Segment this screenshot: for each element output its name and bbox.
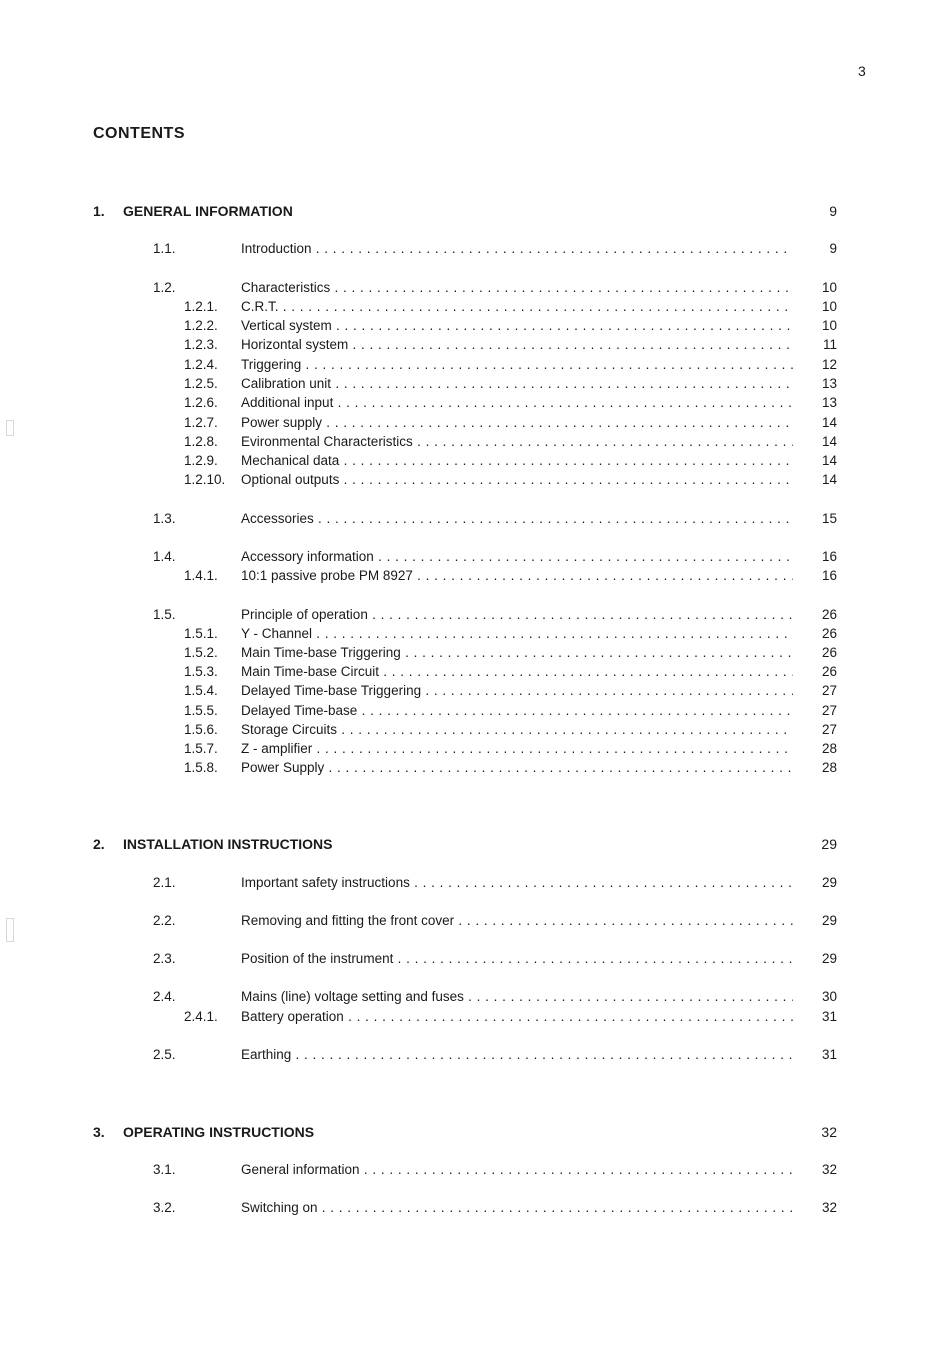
toc-entry[interactable] [0,337,837,356]
entry-number: 2.3. [153,951,176,966]
entry-title: Calibration unit . . . [241,376,793,391]
entry-number: 1.2.6. [184,395,218,410]
entry-page: 12 [821,357,837,372]
entry-number: 1.2.9. [184,453,218,468]
entry-title: Evironmental Characteristics . . . [241,434,793,449]
page-title: CONTENTS [93,125,185,142]
entry-page: 14 [821,453,837,468]
entry-title: Accessory information . . . [241,549,793,564]
toc-entry[interactable] [0,951,837,970]
toc-entry[interactable] [0,989,837,1008]
section-heading[interactable] [93,1124,837,1144]
entry-number: 1.2.2. [184,318,218,333]
entry-page: 15 [821,511,837,526]
entry-page: 14 [821,472,837,487]
entry-title: Accessories . . . [241,511,793,526]
section-heading[interactable] [93,203,837,223]
entry-title: Mechanical data . . . [241,453,793,468]
entry-title: 10:1 passive probe PM 8927 . . . [241,568,793,583]
entry-page: 30 [821,989,837,1004]
entry-title: Removing and fitting the front cover . . . [241,913,793,928]
toc-entry[interactable] [0,913,837,932]
entry-title: Main Time-base Circuit . . . [241,664,793,679]
toc-entry[interactable] [0,453,837,472]
section-number: 1. [93,203,105,219]
section-heading[interactable] [93,836,837,856]
entry-number: 1.5. [153,607,176,622]
entry-number: 1.1. [153,241,176,256]
toc-entry[interactable] [0,1047,837,1066]
entry-page: 29 [821,913,837,928]
section-number: 3. [93,1124,105,1140]
entry-page: 16 [821,568,837,583]
entry-page: 27 [821,683,837,698]
entry-number: 1.5.3. [184,664,218,679]
entry-title: Earthing . . . [241,1047,793,1062]
toc-entry[interactable] [0,645,837,664]
entry-page: 28 [821,760,837,775]
entry-page: 31 [821,1009,837,1024]
entry-title: C.R.T. . . . [241,299,793,314]
entry-number: 3.2. [153,1200,176,1215]
entry-page: 31 [821,1047,837,1062]
entry-title: Storage Circuits . . . [241,722,793,737]
toc-entry[interactable] [0,434,837,453]
toc-entry[interactable] [0,395,837,414]
section-number: 2. [93,836,105,852]
entry-page: 26 [821,664,837,679]
section-title: GENERAL INFORMATION [123,203,293,219]
entry-title: Switching on . . . [241,1200,793,1215]
entry-title: Characteristics . . . [241,280,793,295]
section-page: 9 [829,203,837,219]
toc-entry[interactable] [0,376,837,395]
entry-title: General information . . . [241,1162,793,1177]
entry-page: 32 [821,1200,837,1215]
entry-page: 27 [821,703,837,718]
toc-entry[interactable] [0,683,837,702]
entry-page: 26 [821,645,837,660]
toc-entry[interactable] [0,415,837,434]
entry-page: 10 [821,280,837,295]
entry-number: 1.5.7. [184,741,218,756]
entry-page: 9 [829,241,837,256]
entry-title: Battery operation . . . [241,1009,793,1024]
section-page: 29 [821,836,837,852]
toc-entry[interactable] [0,741,837,760]
entry-number: 1.2.8. [184,434,218,449]
entry-number: 2.1. [153,875,176,890]
entry-title: Introduction . . . [241,241,793,256]
entry-title: Power Supply . . . [241,760,793,775]
toc-entry[interactable] [0,357,837,376]
toc-entry[interactable] [0,549,837,568]
entry-title: Vertical system . . . [241,318,793,333]
entry-page: 16 [821,549,837,564]
toc-entry[interactable] [0,664,837,683]
entry-number: 1.5.8. [184,760,218,775]
toc-entry[interactable] [0,760,837,779]
entry-page: 26 [821,626,837,641]
entry-title: Power supply . . . [241,415,793,430]
toc-entry[interactable] [0,299,837,318]
entry-title: Principle of operation . . . [241,607,793,622]
toc-entry[interactable] [0,703,837,722]
entry-title: Optional outputs . . . [241,472,793,487]
toc-entry[interactable] [0,1162,837,1181]
entry-number: 1.2.7. [184,415,218,430]
entry-page: 11 [822,337,837,352]
entry-title: Triggering . . . [241,357,793,372]
scan-edge-mark [6,420,14,436]
entry-page: 14 [821,415,837,430]
entry-page: 26 [821,607,837,622]
entry-title: Important safety instructions . . . [241,875,793,890]
toc-entry[interactable] [0,607,837,626]
entry-title: Y - Channel . . . [241,626,793,641]
page-number: 3 [858,63,866,79]
entry-page: 27 [821,722,837,737]
entry-page: 28 [821,741,837,756]
toc-entry[interactable] [0,1200,837,1219]
entry-page: 29 [821,951,837,966]
toc-entry[interactable] [0,1009,837,1028]
entry-number: 1.5.6. [184,722,218,737]
toc-entry[interactable] [0,722,837,741]
entry-number: 1.4. [153,549,176,564]
entry-title: Main Time-base Triggering . . . [241,645,793,660]
toc-entry[interactable] [0,626,837,645]
entry-page: 29 [821,875,837,890]
toc-entry[interactable] [0,568,837,587]
toc-entry[interactable] [0,472,837,491]
entry-number: 1.2.1. [184,299,218,314]
toc-entry[interactable] [0,241,837,260]
toc-entry[interactable] [0,280,837,299]
entry-number: 1.4.1. [184,568,218,583]
entry-number: 1.5.2. [184,645,218,660]
entry-number: 1.5.4. [184,683,218,698]
section-page: 32 [821,1124,837,1140]
entry-title: Mains (line) voltage setting and fuses . . . [241,989,793,1004]
entry-number: 2.4. [153,989,176,1004]
entry-title: Delayed Time-base Triggering . . . [241,683,793,698]
entry-title: Position of the instrument . . . [241,951,793,966]
entry-page: 13 [821,395,837,410]
scan-edge-mark [6,918,14,942]
entry-number: 1.2. [153,280,176,295]
entry-number: 1.3. [153,511,176,526]
entry-number: 3.1. [153,1162,176,1177]
entry-page: 14 [821,434,837,449]
entry-page: 13 [821,376,837,391]
entry-number: 1.2.10. [184,472,226,487]
entry-page: 32 [821,1162,837,1177]
section-title: INSTALLATION INSTRUCTIONS [123,836,333,852]
entry-title: Delayed Time-base . . . [241,703,793,718]
entry-page: 10 [821,299,837,314]
entry-title: Horizontal system . . . [241,337,793,352]
entry-title: Z - amplifier . . . [241,741,793,756]
toc-entry[interactable] [0,318,837,337]
entry-number: 1.5.1. [184,626,218,641]
entry-page: 10 [821,318,837,333]
entry-number: 2.5. [153,1047,176,1062]
section-title: OPERATING INSTRUCTIONS [123,1124,315,1140]
toc-entry[interactable] [0,511,837,530]
entry-number: 1.2.4. [184,357,218,372]
entry-number: 1.2.3. [184,337,218,352]
entry-number: 2.2. [153,913,176,928]
entry-number: 2.4.1. [184,1009,218,1024]
entry-number: 1.2.5. [184,376,218,391]
toc-entry[interactable] [0,875,837,894]
entry-title: Additional input . . . [241,395,793,410]
entry-number: 1.5.5. [184,703,218,718]
